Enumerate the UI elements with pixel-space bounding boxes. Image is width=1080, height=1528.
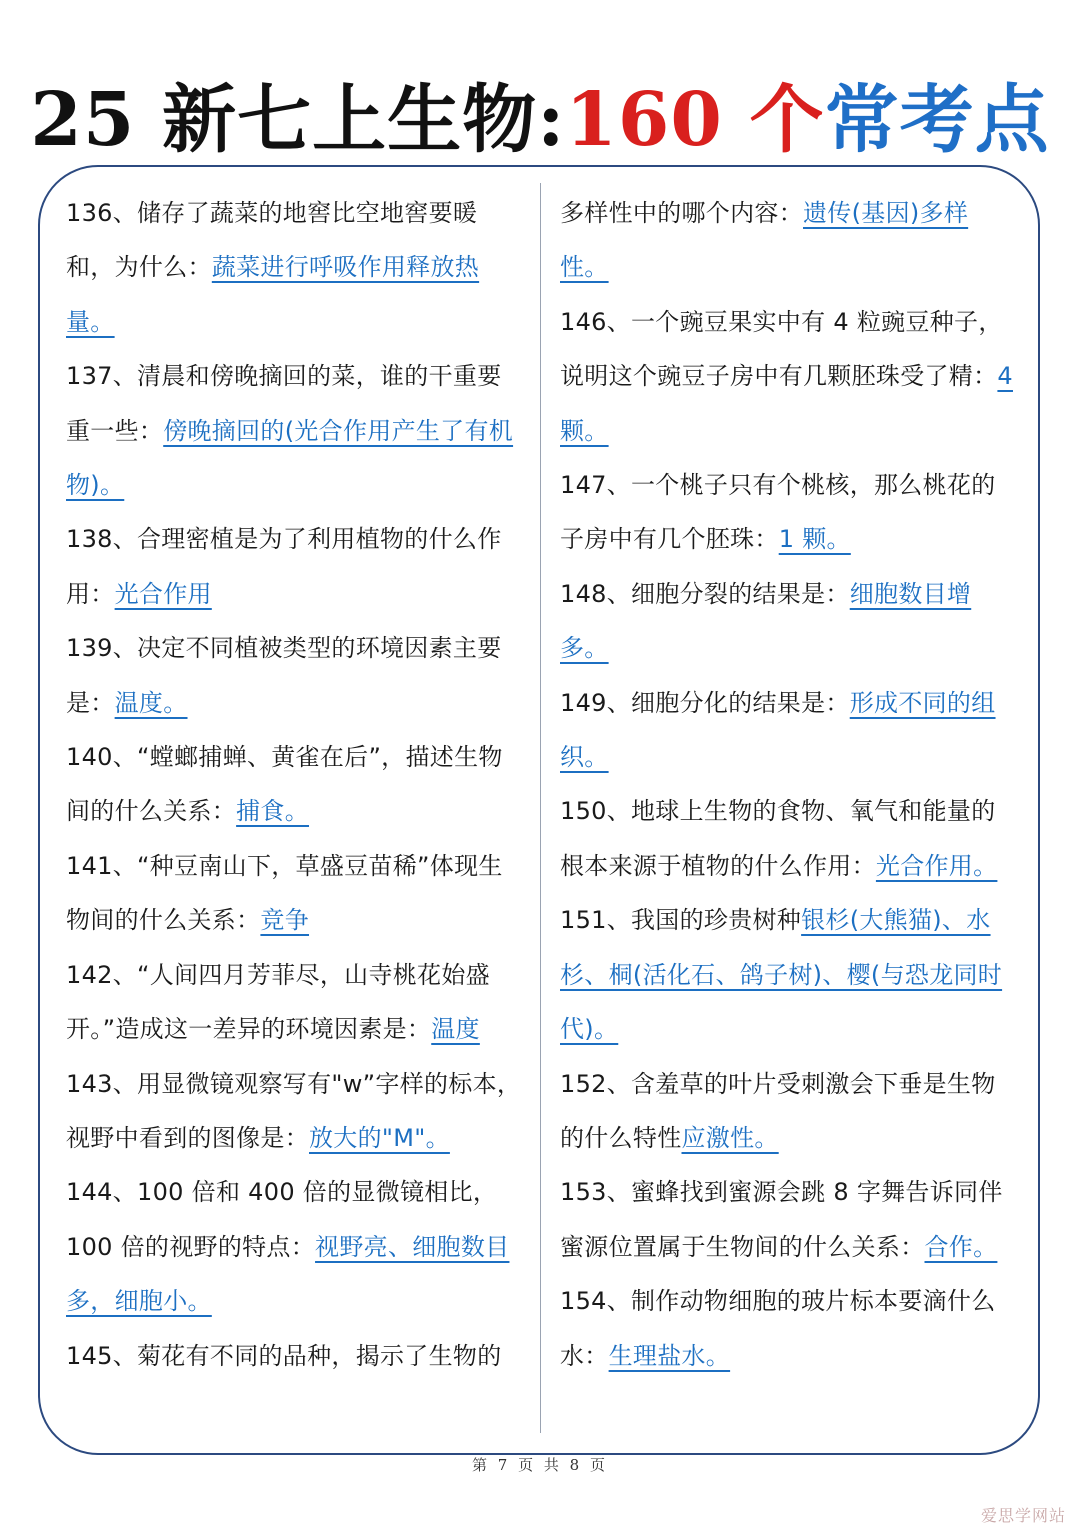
title-part-black: 25 新七上生物: <box>30 77 566 163</box>
qa-item-139 <box>66 621 522 730</box>
answer-text: 细胞数目增多。 <box>560 579 972 663</box>
qa-item-153 <box>560 1165 1016 1274</box>
qa-item-136 <box>66 186 522 349</box>
question-text: 148、细胞分裂的结果是： <box>560 579 850 608</box>
qa-item-149 <box>560 676 1016 785</box>
qa-item-141 <box>66 839 522 948</box>
column-divider <box>540 183 541 1433</box>
question-text: 150、地球上生物的食物、氧气和能量的根本来源于植物的什么作用： <box>560 797 996 880</box>
qa-item-146 <box>560 295 1016 458</box>
left-column <box>66 186 522 1383</box>
right-column <box>560 186 1016 1383</box>
question-text: 146、一个豌豆果实中有 4 粒豌豆种子，说明这个豌豆子房中有几颗胚珠受了精： <box>560 307 1003 391</box>
question-text: 139、决定不同植被类型的环境因素主要是： <box>66 634 502 717</box>
qa-item-145-cont <box>560 186 1016 295</box>
title-part-red: 160 个 <box>565 77 825 163</box>
question-text: 153、蜜蜂找到蜜源会跳 8 字舞告诉同伴蜜源位置属于生物间的什么关系： <box>560 1178 1003 1261</box>
question-text: 145、菊花有不同的品种，揭示了生物的 <box>66 1341 502 1370</box>
answer-text: 应激性。 <box>681 1123 779 1152</box>
answer-text: 温度。 <box>114 688 188 717</box>
answer-text: 合作。 <box>924 1232 998 1261</box>
qa-item-152 <box>560 1057 1016 1166</box>
question-text: 147、一个桃子只有个桃核，那么桃花的子房中有几个胚珠： <box>560 471 996 554</box>
answer-text: 竞争 <box>260 906 310 935</box>
answer-text: 遗传(基因)多样性。 <box>560 199 969 282</box>
answer-text: 傍晚摘回的(光合作用产生了有机物)。 <box>66 416 514 500</box>
qa-item-150 <box>560 784 1016 893</box>
answer-text: 银杉(大熊猫)、水杉、桐(活化石、鸽子树)、樱(与恐龙同时代)。 <box>560 906 1003 1044</box>
answer-text: 捕食。 <box>236 797 310 826</box>
site-watermark: 爱思学网站 <box>980 1506 1066 1525</box>
question-text: 138、合理密植是为了利用植物的什么作用： <box>66 525 502 608</box>
qa-item-138 <box>66 512 522 621</box>
qa-item-137 <box>66 349 522 512</box>
qa-item-142 <box>66 948 522 1057</box>
question-text: 140、“螳螂捕蝉、黄雀在后”，描述生物间的什么关系： <box>66 743 503 826</box>
qa-item-140 <box>66 730 522 839</box>
qa-item-154 <box>560 1274 1016 1383</box>
qa-item-151 <box>560 893 1016 1056</box>
answer-text: 1 颗。 <box>778 525 851 554</box>
qa-item-144 <box>66 1165 522 1328</box>
answer-text: 光合作用。 <box>875 851 998 880</box>
question-text: 151、我国的珍贵树种 <box>560 906 802 935</box>
question-text: 多样性中的哪个内容： <box>560 199 803 227</box>
title-part-blue: 常考点 <box>824 77 1050 163</box>
question-text: 143、用显微镜观察写有"w”字样的标本，视野中看到的图像是： <box>66 1069 522 1152</box>
answer-text: 蔬菜进行呼吸作用释放热量。 <box>66 253 480 336</box>
question-text: 141、“种豆南山下，草盛豆苗稀”体现生物间的什么关系： <box>66 851 503 935</box>
question-text: 137、清晨和傍晚摘回的菜，谁的干重要重一些： <box>66 362 502 445</box>
question-text: 154、制作动物细胞的玻片标本要滴什么水： <box>560 1287 996 1370</box>
question-text: 142、“人间四月芳菲尽，山寺桃花始盛开。”造成这一差异的环境因素是： <box>66 960 490 1044</box>
answer-text: 温度 <box>431 1015 480 1044</box>
answer-text: 光合作用 <box>114 579 212 608</box>
question-text: 144、100 倍和 400 倍的显微镜相比，100 倍的视野的特点： <box>66 1178 498 1261</box>
qa-item-143 <box>66 1057 522 1166</box>
page-title <box>0 70 1080 170</box>
question-text: 152、含羞草的叶片受刺激会下垂是生物的什么特性 <box>560 1069 996 1152</box>
answer-text: 4 颗。 <box>560 362 1013 445</box>
qa-item-145 <box>66 1329 522 1383</box>
answer-text: 放大的"M"。 <box>309 1123 450 1152</box>
page-number: 第 7 页 共 8 页 <box>472 1456 608 1474</box>
qa-item-148 <box>560 567 1016 676</box>
question-text: 136、储存了蔬菜的地窖比空地窖要暖和，为什么： <box>66 199 478 282</box>
answer-text: 生理盐水。 <box>608 1341 731 1370</box>
answer-text: 视野亮、细胞数目多，细胞小。 <box>66 1232 510 1316</box>
qa-item-147 <box>560 458 1016 567</box>
answer-text: 形成不同的组织。 <box>560 688 996 772</box>
question-text: 149、细胞分化的结果是： <box>560 688 850 717</box>
